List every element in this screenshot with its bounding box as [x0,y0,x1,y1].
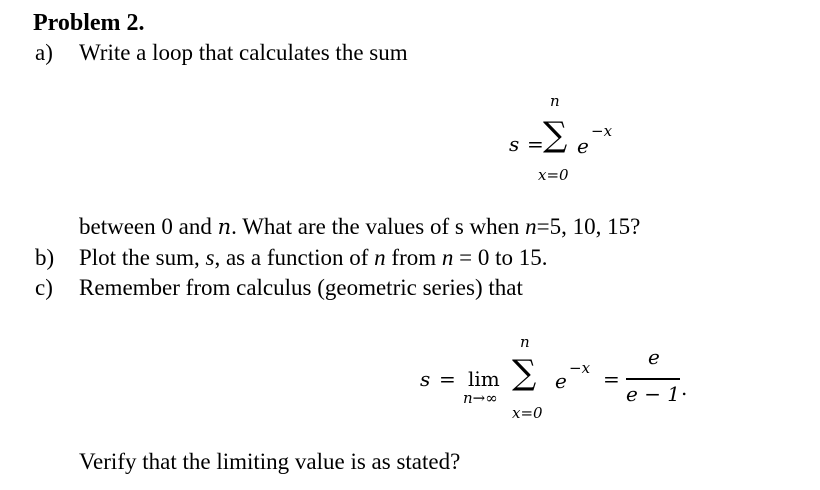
eq2-upper-limit: n [520,333,530,351]
part-b-text [79,245,548,271]
between-text-3: =5, 10, 15? [536,214,641,239]
part-b-var-s: s [205,245,215,270]
part-b-var-n: n [374,245,386,270]
eq2-lhs: s [420,367,431,391]
part-b-label: b) [35,245,55,270]
eq2-term-base: e [555,369,567,393]
eq1-lhs-var: s [509,132,520,156]
verify-text: Verify that the limiting value is as stated? [79,449,461,474]
eq1-upper-limit: n [550,92,560,110]
eq2-period: . [681,376,688,400]
part-c-text: Remember from calculus (geometric series) that [79,275,523,300]
part-a-label: a) [35,40,53,65]
eq1-term-base: e [577,134,589,158]
eq2-sigma: ∑ [512,353,537,393]
eq1-equals: = [527,132,544,156]
eq2-denominator [626,382,680,406]
eq2-term-exponent: −x [569,359,591,377]
eq2-numerator: e [648,345,660,369]
part-b-text-2: , as a function of [214,245,375,270]
part-a [35,40,53,66]
eq1-lower-limit: x=0 [538,166,569,184]
eq1-sigma: ∑ [543,115,568,155]
eq2-fraction-bar [626,378,680,380]
eq1-term-exponent: −x [591,122,613,140]
eq1-lhs [509,132,519,156]
between-var-n: n [217,215,232,239]
between-text [79,214,640,240]
eq2-lim-subscript: n→∞ [463,389,498,407]
eq2-equals-2: = [603,367,620,391]
part-a-text: Write a loop that calculates the sum [79,40,408,65]
between-text-1: between 0 and [79,214,218,239]
eq2-denominator-expr: e − 1 [626,382,681,406]
between-text-2: . What are the values of s when [231,214,526,239]
part-c-label: c) [35,275,53,300]
between-var-n2: n [525,214,537,239]
part-b-text-3: from [385,245,442,270]
eq2-lim: lim [468,367,500,391]
part-b-text-4: = 0 to 15. [453,245,548,270]
problem-title: Problem 2. [33,10,145,36]
eq2-lower-limit: x=0 [512,404,543,422]
part-b-text-1: Plot the sum, [79,245,206,270]
eq2-equals: = [439,367,456,391]
part-b-var-n2: n [441,245,454,270]
